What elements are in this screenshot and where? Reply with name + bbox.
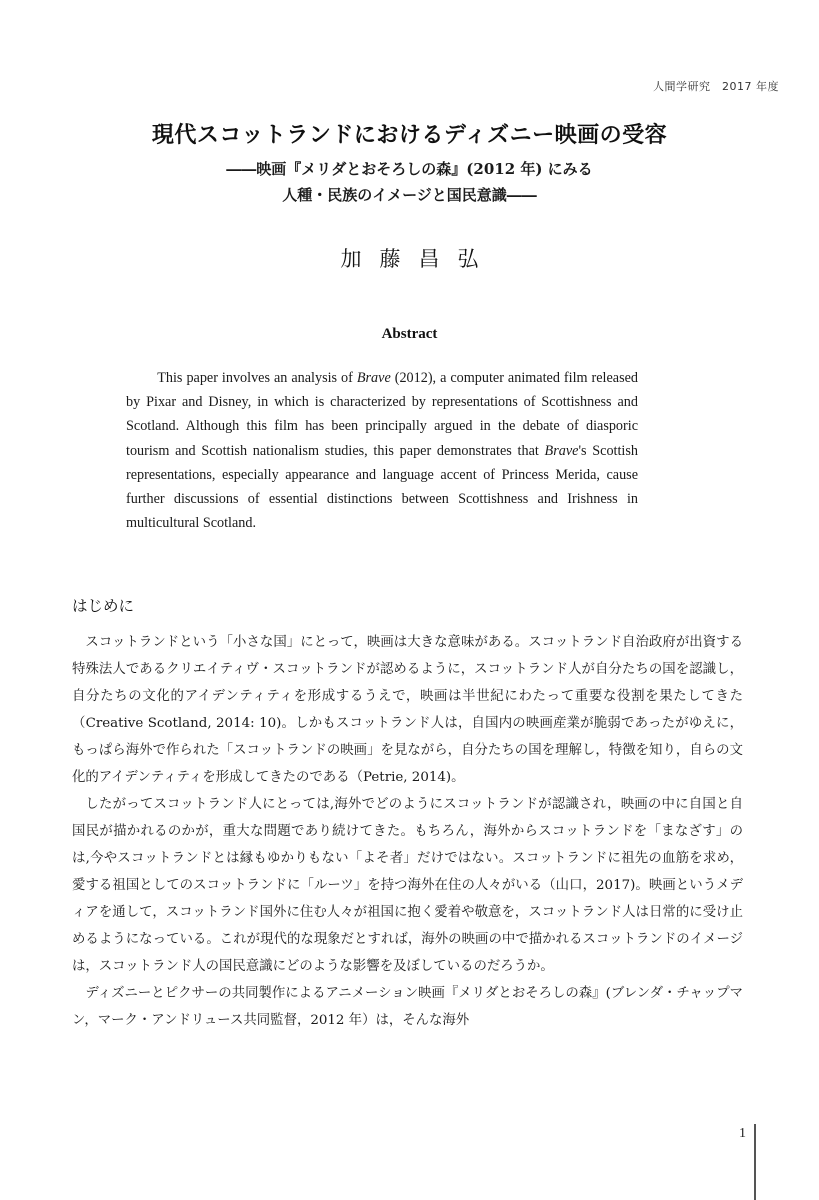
paper-subtitle-line-1: ――映画『メリダとおそろしの森』(2012 年) にみる bbox=[226, 160, 593, 178]
abstract-text: This paper involves an analysis of bbox=[157, 370, 357, 386]
film-title-italic: Brave bbox=[544, 442, 579, 459]
paper-title: 現代スコットランドにおけるディズニー映画の受容 bbox=[151, 122, 668, 148]
body-paragraph: スコットランドという「小さな国」にとって，映画は大きな意味がある。スコットランド自治政府が出資する特殊法人であるクリエイティヴ・スコットランドが認めるように，スコットランド人が自分たちの国を認識し，自分たちの文化的アイデンティティを形成するうえで，映画は半世紀にわたって重要な役割を果たしてきた（Creative Scotland, 2014: 10)。しかもスコットランド人は，自国内の映画産業が脆弱であったがゆえに，もっぱら海外で作られた「スコットランドの映画」を見ながら，自分たちの国を理解し，特徴を知り，自らの文化的アイデンティティを形成してきたのである（Petrie, 2014)。 bbox=[72, 635, 743, 785]
body-paragraph: したがってスコットランド人にとっては,海外でどのようにスコットランドが認識され，映画の中に自国と自国民が描かれるのかが，重大な問題であり続けてきた。もちろん，海外からスコットランドを「まなざす」のは,今やスコットランドとは縁もゆかりもない「よそ者」だけではない。スコットランドに祖先の血筋を求め，愛する祖国としてのスコットランドに「ルーツ」を持つ海外在住の人々がいる（山口，2017)。映画というメディアを通して，スコットランド国外に住む人々が祖国に抱く愛着や敬意を，スコットランド人は日常的に受け止めるようになっている。これが現代的な現象だとすれば，海外の映画の中で描かれるスコットランドのイメージは，スコットランド人の国民意識にどのような影響を及ぼしているのだろうか。 bbox=[72, 797, 743, 974]
author-name: 加藤昌弘 bbox=[340, 247, 497, 271]
abstract-body bbox=[126, 366, 638, 535]
abstract-heading: Abstract bbox=[381, 326, 438, 342]
film-title-italic: Brave bbox=[356, 370, 391, 386]
page-number: 1 bbox=[739, 1126, 746, 1141]
body-paragraph: ディズニーとピクサーの共同製作によるアニメーション映画『メリダとおそろしの森』(ブレンダ・チャップマン，マーク・アンドリュース共同監督，2012 年）は，そんな海外 bbox=[72, 986, 743, 1028]
abstract-text: (2012), a computer animated film released by Pixar and Disney, in which is characterized by representations of Scottishness and Scotland. Although this film has been principally argued in the debate of diasporic tourism and Scottish nationalism studies, this paper demonstrates that bbox=[126, 370, 638, 459]
abstract-paragraph bbox=[126, 366, 638, 535]
main-body bbox=[72, 629, 743, 1034]
abstract-text: 's Scottish representations, especially appearance and language accent of Princess Merida, cause further discussions of essential distinctions between Scottishness and Irishness in multicultural Scotland. bbox=[126, 442, 638, 532]
paper-subtitle-line-2: 人種・民族のイメージと国民意識―― bbox=[282, 186, 537, 204]
section-heading: はじめに bbox=[72, 597, 135, 615]
running-header: 人間学研究 2017 年度 bbox=[653, 80, 779, 93]
margin-rule bbox=[754, 1124, 756, 1200]
